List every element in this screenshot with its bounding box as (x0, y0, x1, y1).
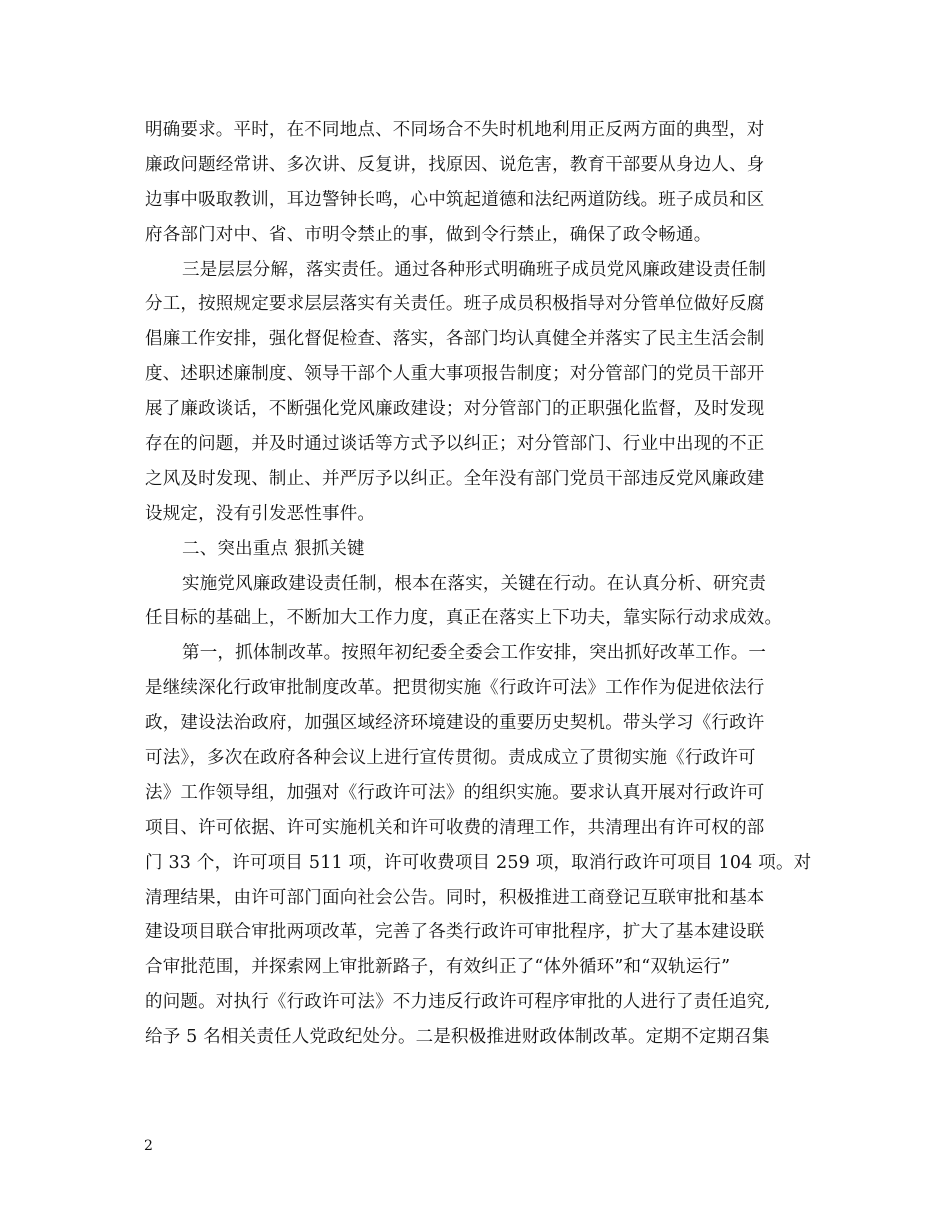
text-line: 法》工作领导组，加强对《行政许可法》的组织实施。要求认真开展对行政许可 (145, 782, 765, 803)
text-line: 任目标的基础上，不断加大工作力度，真正在落实上下功夫，靠实际行动求成效。 (145, 608, 783, 629)
text-line: 分工，按照规定要求层层落实有关责任。班子成员积极指导对分管单位做好反腐 (145, 294, 765, 315)
text-line: 度、述职述廉制度、领导干部个人重大事项报告制度；对分管部门的党员干部开 (145, 364, 765, 385)
text-line: 边事中吸取教训，耳边警钟长鸣，心中筑起道德和法纪两道防线。班子成员和区 (145, 189, 765, 210)
text-line: 可法》，多次在政府各种会议上进行宣传贯彻。责成成立了贯彻实施《行政许可 (145, 748, 756, 769)
text-line: 明确要求。平时，在不同地点、不同场合不失时机地利用正反两方面的典型，对 (145, 120, 765, 140)
text-line: 给予 5 名相关责任人党政纪处分。二是积极推进财政体制改革。定期不定期召集 (145, 1027, 770, 1048)
section-heading: 二、突出重点 狠抓关键 (182, 538, 365, 559)
text-line: 设规定，没有引发恶性事件。 (145, 503, 376, 524)
text-line: 清理结果，由许可部门面向社会公告。同时，积极推进工商登记互联审批和基本 (145, 887, 765, 908)
text-line: 倡廉工作安排，强化督促检查、落实，各部门均认真健全并落实了民主生活会制 (145, 329, 765, 350)
text-line: 是继续深化行政审批制度改革。把贯彻实施《行政许可法》工作作为促进依法行 (145, 678, 765, 699)
text-line: 合审批范围，并探索网上审批新路子，有效纠正了“体外循环”和“双轨运行” (145, 957, 731, 978)
paragraph-start-line: 第一，抓体制改革。按照年初纪委全委会工作安排，突出抓好改革工作。一 (182, 643, 767, 664)
paragraph-start-line: 实施党风廉政建设责任制，根本在落实，关键在行动。在认真分析、研究责 (182, 573, 767, 594)
text-line: 府各部门对中、省、市明令禁止的事，做到令行禁止，确保了政令畅通。 (145, 224, 712, 245)
text-line: 展了廉政谈话，不断强化党风廉政建设；对分管部门的正职强化监督，及时发现 (145, 399, 765, 420)
page-number: 2 (144, 1138, 153, 1154)
text-line: 建设项目联合审批两项改革，完善了各类行政许可审批程序，扩大了基本建设联 (145, 922, 765, 943)
text-line: 门 33 个，许可项目 511 项，许可收费项目 259 项，取消行政许可项目 104 项。对 (145, 852, 812, 873)
text-line: 存在的问题，并及时通过谈话等方式予以纠正；对分管部门、行业中出现的不正 (145, 434, 765, 455)
text-line: 项目、许可依据、许可实施机关和许可收费的清理工作，共清理出有许可权的部 (145, 817, 765, 838)
text-line: 政，建设法治政府，加强区域经济环境建设的重要历史契机。带头学习《行政许 (145, 713, 765, 734)
body-text (145, 113, 812, 1055)
text-line: 的问题。对执行《行政许可法》不力违反行政许可程序审批的人进行了责任追究, (145, 992, 771, 1013)
text-line: 廉政问题经常讲、多次讲、反复讲，找原因、说危害，教育干部要从身边人、身 (145, 154, 765, 175)
text-line: 之风及时发现、制止、并严厉予以纠正。全年没有部门党员干部违反党风廉政建 (145, 468, 765, 489)
paragraph-start-line: 三是层层分解，落实责任。通过各种形式明确班子成员党风廉政建设责任制 (182, 259, 767, 280)
